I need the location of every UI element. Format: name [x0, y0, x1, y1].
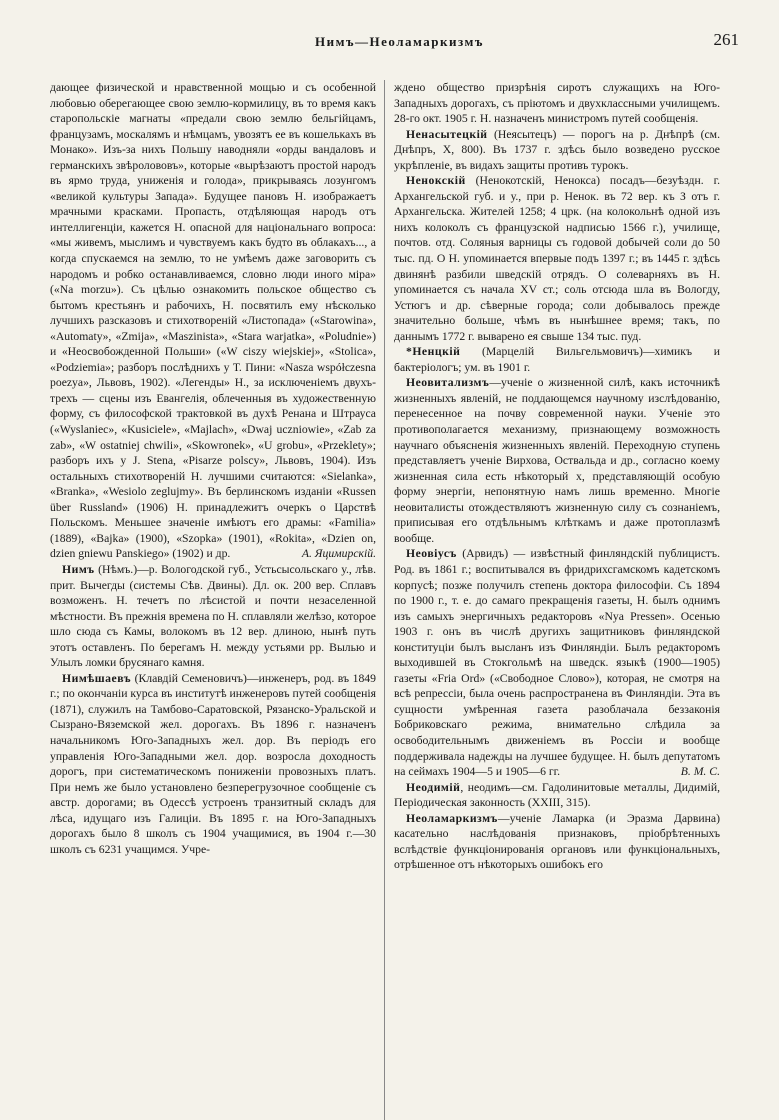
left-column — [50, 80, 384, 1120]
article-text: (Нѣмъ.)—р. Вологодской губ., Устьсысольскаго у., лѣв. прит. Вычегды (системы Сѣв. Двины). Дл. ок. 200 вер. Сплавъ возможенъ. Н. течетъ по лѣсистой и почти незаселенной мѣстности. Въ прежнія времена по Н. сплавляли желѣзо, которое шло сюда съ Камы, волокомъ въ 12 вер. длиною, нынѣ путь этотъ оставленъ. По берегамъ Н. между устьями рр. Вылью и Улылъ ломки брусянаго камня. — [50, 562, 376, 670]
article-paragraph — [394, 80, 720, 127]
article-headword: Неодимій — [406, 780, 461, 794]
running-title: Нимъ—Неоламаркизмъ — [315, 34, 484, 49]
article-paragraph — [394, 811, 720, 873]
article-paragraph — [50, 80, 376, 562]
article-headword: Ненокскій — [406, 174, 466, 188]
article-text: дающее физической и нравственной мощью и съ особенной любовью оберегающее свою землю-кормилицу, въ то время какъ старопольскіе магнаты «предали свою землю бельгійцамъ, французамъ, москалямъ и нѣмцамъ, увозятъ ее въ кошелькахъ въ Монако». Изъ-за нихъ Польшу наводняли «орды вандаловъ и германскихъ звѣролововъ», которые «вырѣзаютъ простой народъ въ ярмо труда, униженія и голода», прикрываясь лозунгомъ «великой культуры Запада». Будущее пановъ Н. изображаетъ мрачными красками. Пропасть, отдѣляющая народъ отъ интеллигенціи, кажется Н. опасной для національнаго вопроса: «мы живемъ, мыслимъ и чувствуемъ какъ будто въ облакахъ..., а когда спускаемся на землю, то не умѣемъ даже заговорить съ народомъ и робко останавливаемся, словно люди иного міра» («Na morzu»). Съ цѣлью ознакомить польское общество съ бытомъ крестьянъ и рабочихъ, Н. посвятилъ ему нѣсколько лучшихъ разсказовъ и стихотвореній «Листопада» («Starowina», «Automaty», «Zmija», «Maszinista», «Stara warjatka», «Poludnie») и «Неосвобожденной Польши» («W ciszy wiejskiej», «Stolica», «Podziemia»; разборъ послѣднихъ у Т. Пини: «Nasza współczesna poezya», Львовъ, 1902). «Легенды» Н., за исключеніемъ двухъ-трехъ — сцены изъ Евангелія, облеченныя въ художественную форму, съ философской трактовкой въ духѣ Ренана и Штрауса («Wyslaniec», «Kusiciele», «Majlach», «Dwaj uczniowie», «Zab za zab», «W ostatniej chwili», «Skowronek», «U grobu», «Przeklety»; разборъ ихъ у J. Stena, «Pisarze polscy», Львовъ, 1904). Изъ остальныхъ стихотвореній Н. лучшими считаются: «Sielanka», «Branka», «Wesiolo zeglujmy». Въ берлинскомъ изданіи «Russen über Russland» (1906) Н. принадлежитъ очеркъ о Царствѣ Польскомъ. Меньшее значеніе имѣютъ его драмы: «Familia» (1889), «Bajka» (1900), «Szopka» (1901), «Rokita», «Dzien on, dzien gniewu Panskiego» (1902) и др. — [50, 81, 376, 561]
article-headword: Неовитализмъ — [406, 376, 490, 390]
article-text: (Неясытецъ) — порогъ на р. Днѣпрѣ (см. Днѣпръ, X, 800). Въ 1737 г. здѣсь было возведено русское укрѣпленіе, въ видахъ защиты противъ турокъ. — [394, 127, 720, 172]
article-headword: Неовіусъ — [406, 547, 457, 561]
article-headword: Ненасытецкій — [406, 127, 488, 141]
article-paragraph — [50, 562, 376, 671]
author-signature: В. М. С. — [680, 765, 720, 779]
article-paragraph — [394, 546, 720, 779]
article-text: ждено общество призрѣнія сиротъ служащихъ на Юго-Западныхъ дорогахъ, съ пріютомъ и двухклассными училищемъ. 28-го окт. 1905 г. Н. назначенъ министромъ путей сообщенія. — [394, 81, 720, 126]
article-text: (Арвидъ) — извѣстный финляндскій публицистъ. Род. въ 1861 г.; воспитывался въ фридрихсгамскомъ кадетскомъ корпусѣ; позже получилъ степень доктора философіи. Съ 1894 по 1900 г., т. е. до самаго прекращенія газеты, Н. былъ однимъ изъ самыхъ энергичныхъ редакторовъ «Nya Pressen». Осенью 1903 г. онъ въ числѣ другихъ защитниковъ финляндской конституціи былъ высланъ изъ Финляндіи. Былъ редакторомъ выходившей въ Стокгольмѣ на шведск. языкѣ (1900—1905) газеты «Fria Ord» («Свободное Слово»), которая, не смотря на всѣ репрессіи, была очень распространена въ Финляндіи. Эта въ сущности умѣренная газета разоблачала беззаконія Бобриковскаго режима, внимательно слѣдила за освободительнымъ движеніемъ въ Россіи и вообще поддерживала надежды на лучшее будущее. Н. былъ депутатомъ на сеймахъ 1904—5 и 1905—6 гг. — [394, 547, 720, 779]
article-text: (Клавдій Семеновичъ)—инженеръ, род. въ 1849 г.; по окончаніи курса въ институтѣ инженеровъ путей сообщенія (1871), служилъ на Тамбово-Саратовской, Рязанско-Уральской и Сызрано-Вяземской жел. дорогахъ. Въ 1896 г. назначенъ начальникомъ Юго-Западныхъ жел. дор. Въ періодъ его управленія Юго-Западными жел. дор. возросла доходность дорогъ, при систематическомъ пониженіи провозныхъ платъ. При немъ же было установлено безперегрузочное сообщеніе съ австр. дорогами; въ Одессѣ устроенъ транзитный складъ для лѣса, идущаго изъ Галиціи. Въ 1895 г. на Юго-Западныхъ дорогахъ было 8 школъ съ 1904 учащимися, въ 1904 г.—30 школъ съ 6231 учащимся. Учре- — [50, 671, 376, 856]
article-headword: Нимѣшаевъ — [62, 671, 132, 685]
article-text: —ученіе Ламарка (и Эразма Дарвина) касательно наслѣдованія признаковъ, пріобрѣтенныхъ вслѣдствіе функціонированія органовъ или функціональныхъ, отрѣшенное отъ нѣкоторыхъ ошибокъ его — [394, 811, 720, 872]
article-paragraph — [50, 671, 376, 858]
author-signature: А. Яцимирскій. — [301, 547, 376, 561]
article-text: , неодимъ—см. Гадолинитовые металлы, Дидимій, Періодическая законность (XXIII, 315). — [394, 780, 720, 810]
article-headword: *Ненцкій — [406, 345, 461, 359]
article-headword: Нимъ — [62, 562, 95, 576]
article-text: (Ненокотскій, Ненокса) посадъ—безуѣздн. г. Архангельской губ. и у., при р. Ненок. въ 72 вер. къ З отъ г. Архангельска. Жителей 1258; 4 црк. (на колокольнѣ одной изъ нихъ колоколъ съ французской надписью 1566 г.), училище, почтов. отд. Соляныя варницы съ годовой добычей соли до 50 тыс. пд. О Н. упоминается впервые подъ 1397 г.; въ 1445 г. здѣсь двинянѣ разбили шведскій отрядъ. О солеварняхъ въ Н. упоминается съ начала XV ст.; соль отсюда шла въ Вологду, Устюгъ и др. сѣверные города; соли добывалось прежде значительно больше, чѣмъ въ нынѣшнее время; такъ, по даннымъ 1772 г. выварено ея свыше 134 тыс. пуд. — [394, 174, 720, 343]
running-header — [50, 28, 749, 58]
two-column-text — [50, 80, 749, 1120]
article-text: —ученіе о жизненной силѣ, какъ источникѣ жизненныхъ явленій, не поддающемся научному изслѣдованію, перенесенное на почву современной науки. Ученіе это противополагается механизму, признающему возможность научнаго объясненія жизненныхъ явленій. Переходную ступень представляетъ ученіе Вирхова, Оствальда и др., согласно коему жизненная сила есть нѣкоторый x, представляющій особую форму энергіи, непонятную намъ лишь временно. Многіе неовиталисты отождествляютъ жизненную силу съ сознаніемъ, приписывая его отдѣльнымъ клѣткамъ и даже протоплазмѣ вообще. — [394, 376, 720, 545]
article-headword: Неоламаркизмъ — [406, 811, 498, 825]
article-paragraph — [394, 344, 720, 375]
article-paragraph — [394, 127, 720, 174]
right-column — [385, 80, 720, 1120]
article-paragraph — [394, 173, 720, 344]
article-paragraph — [394, 780, 720, 811]
page-number: 261 — [713, 30, 739, 49]
article-paragraph — [394, 375, 720, 546]
article-text: (Марцелій Вильгельмовичъ)—химикъ и бактеріологъ; ум. въ 1901 г. — [394, 345, 720, 374]
